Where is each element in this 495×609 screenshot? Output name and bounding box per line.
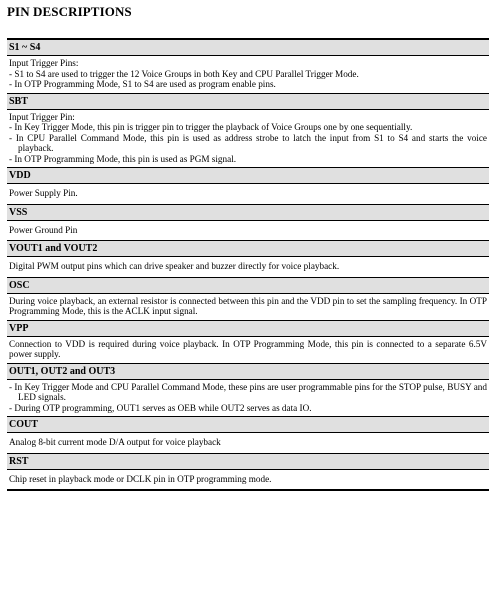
description-text: Power Supply Pin.: [9, 188, 78, 198]
pin-section: [7, 168, 489, 205]
pin-name-header: RST: [7, 454, 489, 470]
pin-description-body: [7, 110, 489, 168]
pin-name-header: COUT: [7, 417, 489, 433]
pin-section: [7, 364, 489, 418]
description-text: Input Trigger Pin:: [9, 111, 75, 122]
pin-section: [7, 241, 489, 278]
pin-name-header: VDD: [7, 168, 489, 184]
pin-description-body: [7, 380, 489, 417]
description-bullet: - In OTP Programming Mode, this pin is used as PGM signal.: [9, 153, 237, 164]
description-bullet: - In Key Trigger Mode, this pin is trigger pin to trigger the playback of Voice Groups one by one sequentially.: [9, 122, 413, 132]
description-text: During voice playback, an external resistor is connected between this pin and the VDD pin to set the sampling frequency. In OTP Programming Mode, this is the ACLK input signal.: [9, 295, 487, 316]
pin-description-body: [7, 257, 489, 277]
pin-section: [7, 417, 489, 454]
description-text: Digital PWM output pins which can drive speaker and buzzer directly for voice playback.: [9, 261, 340, 271]
description-text: Analog 8-bit current mode D/A output for voice playback: [9, 437, 221, 447]
description-text: Power Ground Pin: [9, 224, 78, 235]
pin-name-header: OUT1, OUT2 and OUT3: [7, 364, 489, 380]
pin-description-body: [7, 184, 489, 204]
pin-section: [7, 94, 489, 169]
pin-section: [7, 40, 489, 94]
description-bullet: - S1 to S4 are used to trigger the 12 Voice Groups in both Key and CPU Parallel Trigger Mode.: [9, 68, 359, 79]
pin-description-body: [7, 337, 489, 363]
pin-name-header: VSS: [7, 205, 489, 221]
pin-description-body: [7, 470, 489, 490]
description-bullet: - In CPU Parallel Command Mode, this pin is used as address strobe to latch the input from S1 to S4 and starts the voice playback.: [9, 132, 487, 153]
pin-section: [7, 205, 489, 242]
description-bullet: - In Key Trigger Mode and CPU Parallel Command Mode, these pins are user programmable pins for the STOP pulse, BUSY and LED signals.: [9, 381, 487, 402]
pin-name-header: VOUT1 and VOUT2: [7, 241, 489, 257]
pin-name-header: SBT: [7, 94, 489, 110]
description-bullet: - In OTP Programming Mode, S1 to S4 are used as program enable pins.: [9, 79, 276, 89]
pin-description-body: [7, 433, 489, 453]
pin-description-body: [7, 56, 489, 93]
description-text: Chip reset in playback mode or DCLK pin in OTP programming mode.: [9, 473, 272, 484]
pin-description-body: [7, 294, 489, 320]
pin-section: [7, 321, 489, 364]
description-bullet: - During OTP programming, OUT1 serves as OEB while OUT2 serves as data IO.: [9, 402, 312, 413]
pin-name-header: S1 ~ S4: [7, 40, 489, 56]
pin-name-header: VPP: [7, 321, 489, 337]
pin-section: [7, 454, 489, 492]
pin-section: [7, 278, 489, 321]
page-title: PIN DESCRIPTIONS: [7, 4, 132, 19]
pin-description-table: [7, 38, 489, 491]
description-text: Input Trigger Pins:: [9, 58, 79, 68]
pin-description-body: [7, 221, 489, 241]
description-text: Connection to VDD is required during voice playback. In OTP Programming Mode, this pin is connected to a separate 6.5V power supply.: [9, 338, 487, 359]
pin-name-header: OSC: [7, 278, 489, 294]
